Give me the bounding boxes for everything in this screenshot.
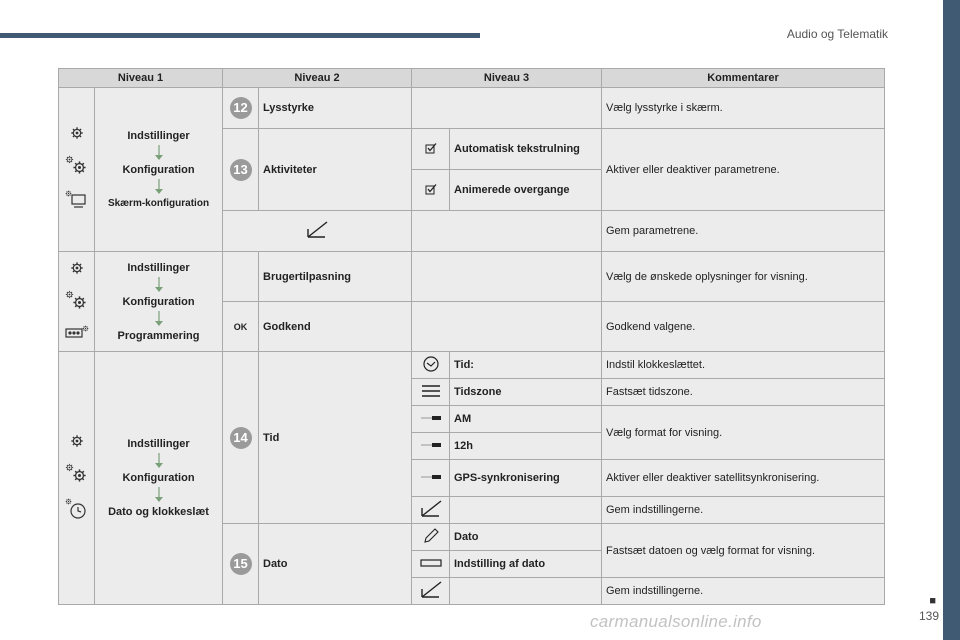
level3-icon-cell [412, 524, 450, 551]
level1-icons-cell [59, 252, 95, 352]
arrow-down-icon [154, 487, 164, 503]
screen-config-icon [65, 190, 89, 210]
toggle-switch-icon [420, 441, 442, 449]
level3-label: Dato [450, 524, 602, 551]
level1-step: Skærm-konfiguration [107, 197, 210, 209]
level3-label: 12h [450, 433, 602, 460]
table-header-row [59, 69, 885, 88]
comment-cell: Fastsæt tidszone. [602, 379, 885, 406]
level2-label: Brugertilpasning [259, 252, 412, 302]
level3-icon-cell [412, 578, 450, 605]
level3-empty [412, 211, 602, 252]
level1-step: Indstillinger [127, 129, 190, 142]
checkbox-icon [425, 183, 437, 195]
level3-icon-cell [412, 129, 450, 170]
clock-icon [422, 355, 440, 373]
level2-icon-cell [223, 211, 412, 252]
level1-step: Dato og klokkeslæt [108, 506, 209, 518]
level3-empty [450, 578, 602, 605]
programming-icon [64, 325, 90, 339]
settings-gear-icon [70, 261, 84, 275]
level3-icon-cell [412, 406, 450, 433]
level2-icon-cell [223, 302, 259, 352]
comment-cell: Indstil klokkeslættet. [602, 352, 885, 379]
level3-icon-cell [412, 551, 450, 578]
step-badge: 14 [230, 427, 252, 449]
column-header-level1: Niveau 1 [59, 69, 223, 88]
arrow-down-icon [154, 179, 164, 195]
level1-step: Programmering [117, 329, 200, 342]
step-badge: 15 [230, 553, 252, 575]
level3-label: Tidszone [450, 379, 602, 406]
comment-cell: Gem indstillingerne. [602, 578, 885, 605]
level2-icon-cell [223, 352, 259, 524]
level3-icon-cell [412, 379, 450, 406]
confirm-arrow-icon [419, 499, 443, 519]
watermark: carmanualsonline.info [590, 612, 762, 631]
settings-gear-icon [70, 126, 84, 140]
comment-cell: Aktiver eller deaktiver satellitsynkronisering. [602, 460, 885, 497]
comment-cell: Godkend valgene. [602, 302, 885, 352]
arrow-down-icon [154, 145, 164, 161]
clock-icon [65, 498, 89, 520]
level3-icon-cell [412, 433, 450, 460]
comment-cell: Fastsæt datoen og vælg format for visning. [602, 524, 885, 578]
list-icon [421, 383, 441, 399]
level2-label: Aktiviteter [259, 129, 412, 211]
configuration-gears-icon [65, 155, 89, 175]
column-header-level3: Niveau 3 [412, 69, 602, 88]
level1-step: Konfiguration [122, 472, 195, 484]
header-accent-bar [0, 33, 480, 38]
column-header-comments: Kommentarer [602, 69, 885, 88]
confirm-arrow-icon [419, 580, 443, 600]
table-row [59, 88, 885, 129]
level3-empty [412, 302, 602, 352]
level3-empty [412, 88, 602, 129]
configuration-gears-icon [65, 290, 89, 310]
level1-step: Konfiguration [122, 295, 195, 308]
level3-empty [412, 252, 602, 302]
checkbox-icon [425, 142, 437, 154]
arrow-down-icon [154, 277, 164, 293]
ok-icon: OK [233, 321, 248, 332]
level3-label: Automatisk tekstrulning [450, 129, 602, 170]
level3-label: AM [450, 406, 602, 433]
level3-icon-cell [412, 352, 450, 379]
level3-label: Animerede overgange [450, 170, 602, 211]
level1-path-display [95, 88, 223, 252]
level1-path-datetime [95, 352, 223, 605]
configuration-gears-icon [65, 463, 89, 483]
sidebar-accent-bar [943, 0, 960, 640]
input-field-icon [420, 558, 442, 568]
toggle-switch-icon [420, 473, 442, 481]
column-header-level2: Niveau 2 [223, 69, 412, 88]
section-title: Audio og Telematik [786, 27, 888, 41]
toggle-switch-icon [420, 414, 442, 422]
settings-table [58, 68, 885, 605]
step-badge: 12 [230, 97, 252, 119]
page-number: 139 [918, 609, 939, 623]
level3-icon-cell [412, 170, 450, 211]
level1-step: Konfiguration [122, 163, 195, 176]
comment-cell: Vælg format for visning. [602, 406, 885, 460]
pencil-icon [422, 527, 440, 545]
level2-icon-cell [223, 129, 259, 211]
comment-cell: Vælg lysstyrke i skærm. [602, 88, 885, 129]
comment-cell: Gem parametrene. [602, 211, 885, 252]
settings-gear-icon [70, 434, 84, 448]
level1-icons-cell [59, 88, 95, 252]
continued-marker: ■ [929, 595, 936, 607]
level2-label: Godkend [259, 302, 412, 352]
level2-icon-cell [223, 88, 259, 129]
comment-cell: Gem indstillingerne. [602, 497, 885, 524]
arrow-down-icon [154, 311, 164, 327]
level1-path-personalization [95, 252, 223, 352]
level2-label: Lysstyrke [259, 88, 412, 129]
level2-label: Tid [259, 352, 412, 524]
level2-icon-cell [223, 252, 259, 302]
level3-label: Tid: [450, 352, 602, 379]
level3-icon-cell [412, 497, 450, 524]
confirm-arrow-icon [305, 220, 329, 240]
level1-step: Indstillinger [127, 438, 190, 450]
level2-icon-cell [223, 524, 259, 605]
comment-cell: Vælg de ønskede oplysninger for visning. [602, 252, 885, 302]
level2-label: Dato [259, 524, 412, 605]
table-row [59, 352, 885, 379]
level1-step: Indstillinger [127, 261, 190, 274]
level1-icons-cell [59, 352, 95, 605]
table-row [59, 252, 885, 302]
level3-icon-cell [412, 460, 450, 497]
level3-empty [450, 497, 602, 524]
step-badge: 13 [230, 159, 252, 181]
level3-label: GPS-synkronisering [450, 460, 602, 497]
level3-label: Indstilling af dato [450, 551, 602, 578]
arrow-down-icon [154, 453, 164, 469]
comment-cell: Aktiver eller deaktiver parametrene. [602, 129, 885, 211]
